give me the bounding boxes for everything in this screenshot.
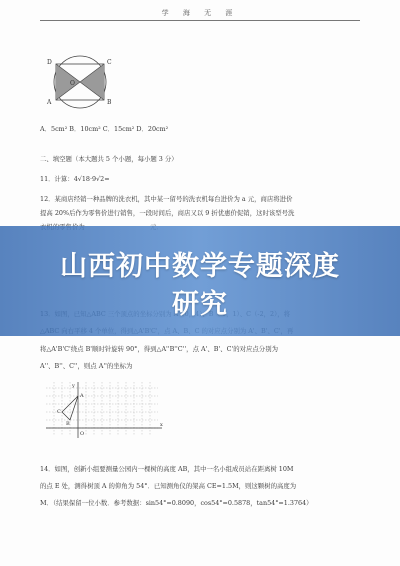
banner-title [20,248,380,324]
question-11: 11．计算：4√18·9√2= [40,175,110,183]
grid-origin-label: O [80,431,85,437]
question-13-line-3: 将△A'B'C'绕点 B'顺时针旋转 90°，得到△A''B''C''，点 A'、B'、C'的对应点分别为 [40,345,278,353]
label-c: C [107,59,112,66]
question-14-line-3: M．（结果保留一位小数．参考数据：sin54°=0.8090，cos54°=0.5878，tan54°=1.3764） [40,499,313,507]
question-14-line-1: 14．如图，创新小组要测量公园内一棵树的高度 AB，其中一名小组成员站在距离树 10M [40,465,294,473]
question-13-line-4: A''、B''、C''，则点 A''的坐标为 [40,362,133,370]
grid-point-b: B [66,421,70,427]
grid-x-label: x [160,422,163,428]
label-a: A [47,99,52,106]
circle-rectangle-figure [44,54,116,110]
label-o: O [70,80,75,87]
grid-point-c: C [57,409,61,415]
coordinate-grid-figure [46,382,166,442]
banner-title-line-1: 山西初中数学专题深度 [60,251,340,282]
label-b: B [107,99,112,106]
q10-options: A．5cm² B．10cm² C．15cm² D．20cm² [40,125,169,133]
header-rule [40,20,360,21]
question-12-line-2: 提高 20%后作为零售价进行销售，一段时间后，商店又以 9 折优惠价促销，这时该型号洗 [40,209,295,217]
section-2-heading: 二、填空题（本大题共 5 个小题，每小题 3 分） [40,155,178,163]
banner-title-line-2: 研究 [172,289,228,320]
page-header: 学 海 无 涯 [161,9,239,17]
grid-point-a: A [80,393,84,399]
grid-y-label: y [72,383,75,389]
label-d: D [47,59,52,66]
question-14-line-2: 的点 E 处，测得树顶 A 的仰角为 54°．已知测角仪的架高 CE=1.5M，则这颗树的高度为 [40,482,297,490]
question-12-line-1: 12．某商店经销一种品牌的洗衣机，其中某一留号的洗衣机每台进价为 a 元，商店将进价 [40,195,293,203]
